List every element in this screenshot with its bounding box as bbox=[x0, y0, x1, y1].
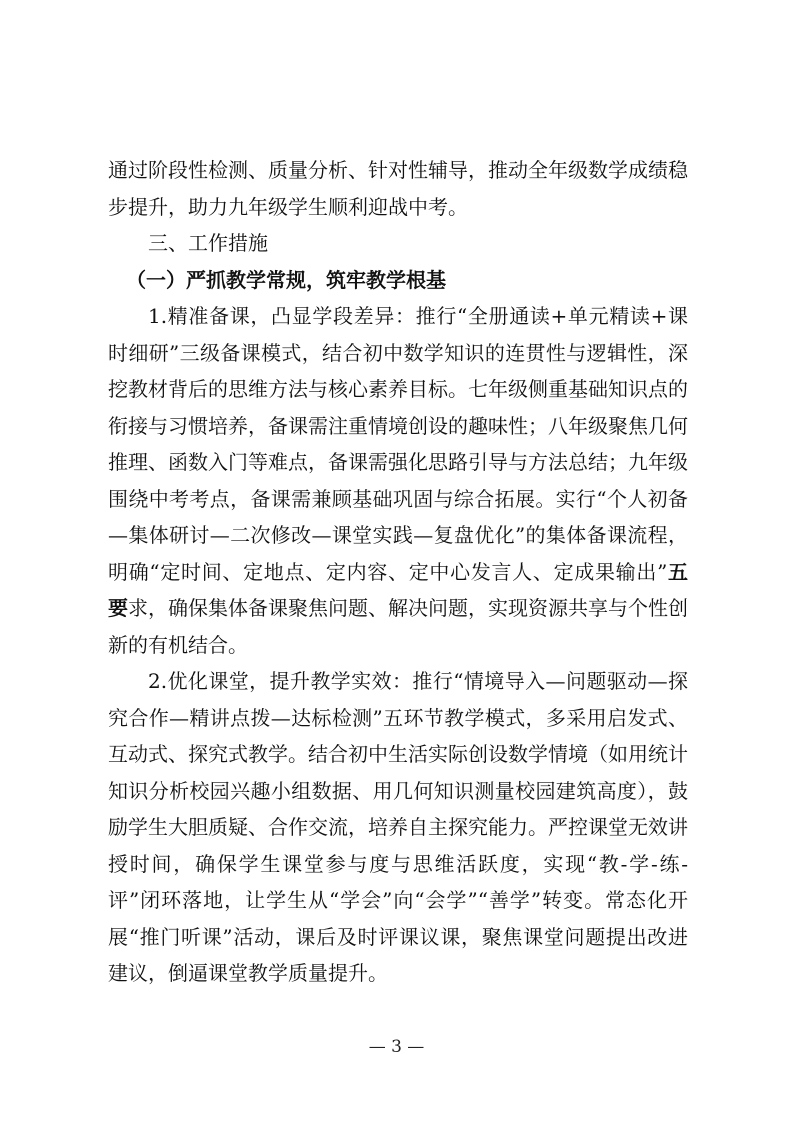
item-1-text-a: 1.精准备课，凸显学段差异：推行“全册通读+单元精读+课时细研”三级备课模式，结合初中数学知识的连贯性与逻辑性，深挖教材背后的思维方法与核心素养目标。七年级侧重基础知识点的衔接与习惯培养，备课需注重情境创设的趣味性；八年级聚焦几何推理、函数入门等难点，备课需强化思路引导与方法总结；九年级围绕中考考点，备课需兼顾基础巩固与综合拓展。实行“个人初备—集体研讨—二次修改—课堂实践—复盘优化”的集体备课流程，明确“定时间、定地点、定内容、定中心发言人、定成果输出” bbox=[108, 304, 688, 584]
item-1-text-b: 求，确保集体备课聚焦问题、解决问题，实现资源共享与个性创新的有机结合。 bbox=[108, 596, 688, 657]
subsection-heading-routine: （一）严抓教学常规，筑牢教学根基 bbox=[126, 267, 446, 292]
section-heading-measures: 三、工作措施 bbox=[148, 231, 268, 255]
item-1-bold-text: 五要 bbox=[108, 559, 689, 620]
document-body bbox=[108, 152, 688, 992]
paragraph-continued: 通过阶段性检测、质量分析、针对性辅导，推动全年级数学成绩稳步提升，助力九年级学生顺利迎战中考。 bbox=[108, 158, 688, 219]
paragraph-item-1 bbox=[108, 298, 688, 663]
paragraph-item-2: 2.优化课堂，提升教学实效：推行“情境导入—问题驱动—探究合作—精讲点拨—达标检测”五环节教学模式，多采用启发式、互动式、探究式教学。结合初中生活实际创设数学情境（如用统计知识分析校园兴趣小组数据、用几何知识测量校园建筑高度），鼓励学生大胆质疑、合作交流，培养自主探究能力。严控课堂无效讲授时间，确保学生课堂参与度与思维活跃度，实现“教-学-练-评”闭环落地，让学生从“学会”向“会学”“善学”转变。常态化开展“推门听课”活动，课后及时评课议课，聚焦课堂问题提出改进建议，倒逼课堂教学质量提升。 bbox=[108, 669, 688, 985]
page-number: — 3 — bbox=[368, 1037, 425, 1057]
